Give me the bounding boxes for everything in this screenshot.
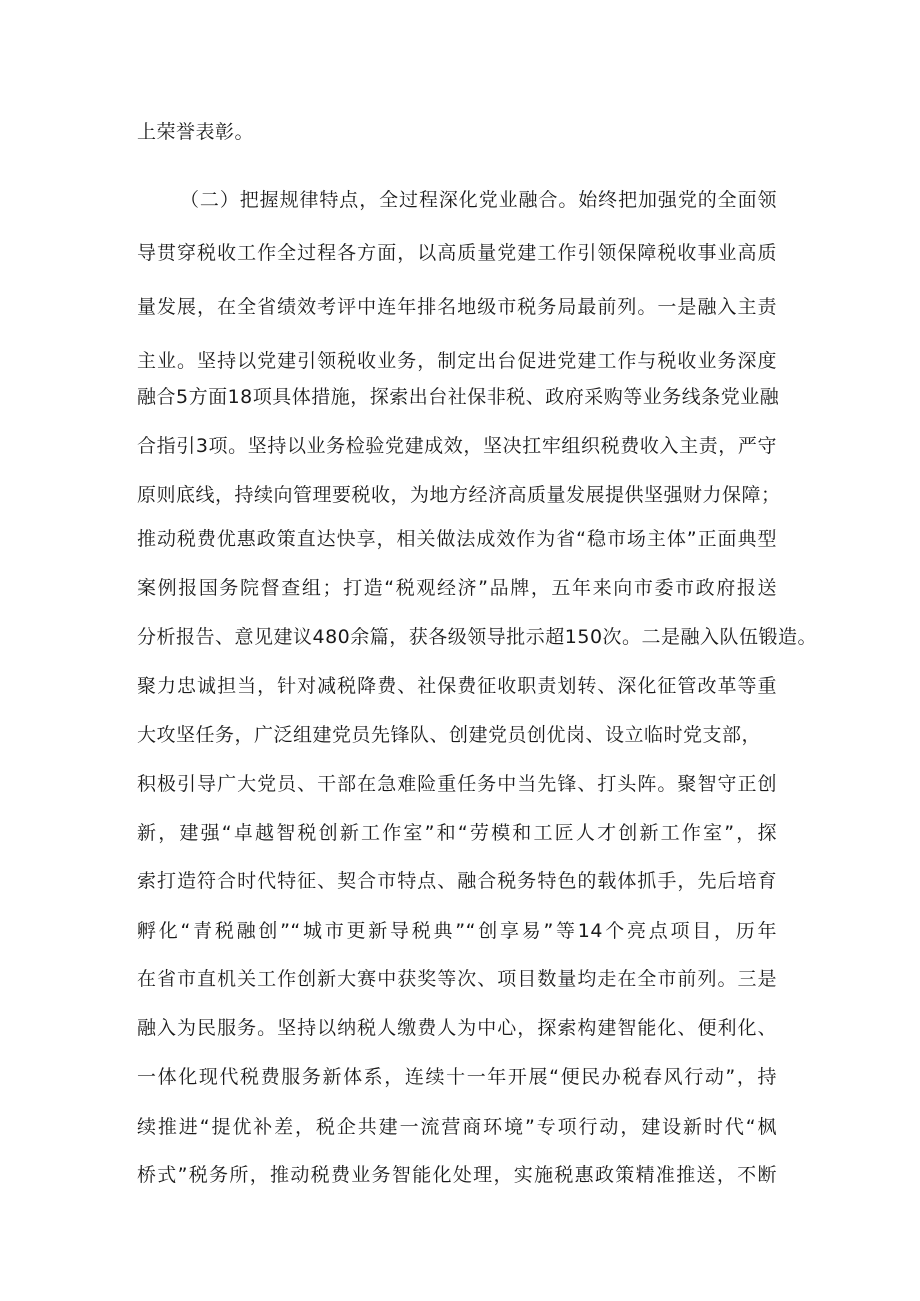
paragraph-line: 积极引导广大党员、干部在急难险重任务中当先锋、打头阵。聚智守正创 bbox=[137, 773, 777, 795]
paragraph-line: 孵化“青税融创”“城市更新导税典”“创享易”等14个亮点项目，历年 bbox=[137, 920, 777, 942]
paragraph-line: 分析报告、意见建议480余篇，获各级领导批示超150次。二是融入队伍锻造。 bbox=[137, 626, 818, 648]
paragraph-line: 原则底线，持续向管理要税收，为地方经济高质量发展提供坚强财力保障； bbox=[137, 484, 781, 506]
paragraph-line: 大攻坚任务，广泛组建党员先锋队、创建党员创优岗、设立临时党支部， bbox=[137, 724, 762, 746]
paragraph-line: （二）把握规律特点，全过程深化党业融合。始终把加强党的全面领 bbox=[180, 189, 777, 211]
paragraph-line: 案例报国务院督查组；打造“税观经济”品牌，五年来向市委市政府报送 bbox=[137, 577, 777, 599]
paragraph-line: 主业。坚持以党建引领税收业务，制定出台促进党建工作与税收业务深度 bbox=[137, 350, 777, 372]
paragraph-line: 合指引3项。坚持以业务检验党建成效，坚决扛牢组织税费收入主责，严守 bbox=[137, 435, 777, 457]
paragraph-line: 上荣誉表彰。 bbox=[137, 121, 255, 143]
paragraph-line: 融入为民服务。坚持以纳税人缴费人为中心，探索构建智能化、便利化、 bbox=[137, 1017, 777, 1039]
paragraph-line: 续推进“提优补差，税企共建一流营商环境”专项行动，建设新时代“枫 bbox=[137, 1116, 777, 1138]
paragraph-line: 新，建强“卓越智税创新工作室”和“劳模和工匠人才创新工作室”，探 bbox=[137, 822, 777, 844]
paragraph-line: 桥式”税务所，推动税费业务智能化处理，实施税惠政策精准推送，不断 bbox=[137, 1164, 777, 1186]
paragraph-line: 聚力忠诚担当，针对减税降费、社保费征收职责划转、深化征管改革等重 bbox=[137, 675, 777, 697]
paragraph-line: 融合5方面18项具体措施，探索出台社保非税、政府采购等业务线条党业融 bbox=[137, 386, 780, 408]
paragraph-line: 导贯穿税收工作全过程各方面，以高质量党建工作引领保障税收事业高质 bbox=[137, 242, 777, 264]
paragraph-line: 量发展，在全省绩效考评中连年排名地级市税务局最前列。一是融入主责 bbox=[137, 296, 777, 318]
paragraph-line: 推动税费优惠政策直达快享，相关做法成效作为省“稳市场主体”正面典型 bbox=[137, 528, 777, 550]
paragraph-line: 一体化现代税费服务新体系，连续十一年开展“便民办税春风行动”，持 bbox=[137, 1066, 777, 1088]
paragraph-line: 在省市直机关工作创新大赛中获奖等次、项目数量均走在全市前列。三是 bbox=[137, 968, 777, 990]
paragraph-line: 索打造符合时代特征、契合市特点、融合税务特色的载体抓手，先后培育 bbox=[137, 870, 777, 892]
